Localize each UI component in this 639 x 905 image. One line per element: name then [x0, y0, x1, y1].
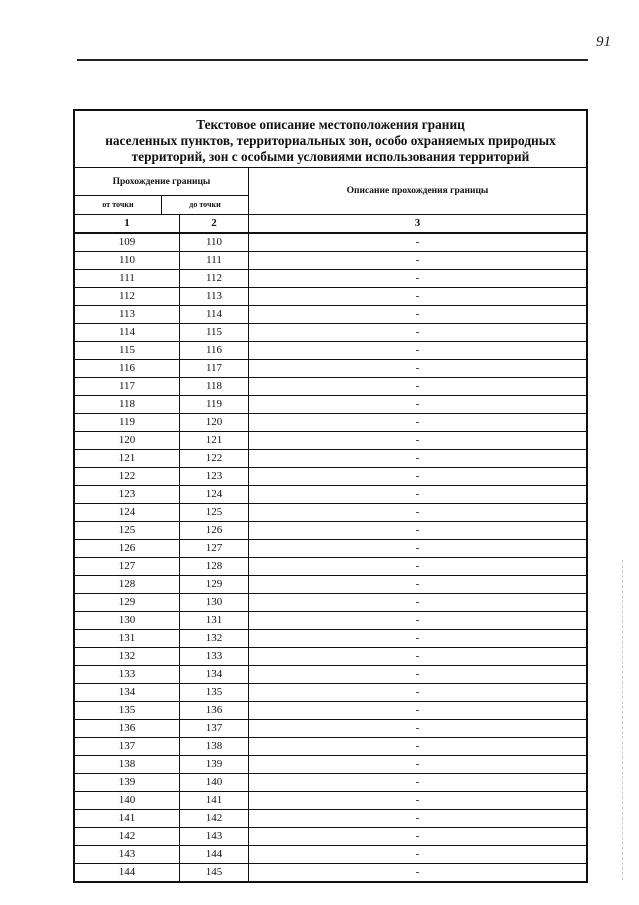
to-point-cell: 135 — [180, 684, 249, 701]
from-point-cell: 126 — [75, 540, 180, 557]
title-line-1: Текстовое описание местоположения границ — [196, 117, 465, 132]
to-point-cell: 117 — [180, 360, 249, 377]
from-point-cell: 119 — [75, 414, 180, 431]
table-row — [75, 432, 586, 450]
from-point-cell: 118 — [75, 396, 180, 413]
table-row — [75, 306, 586, 324]
to-point-cell: 125 — [180, 504, 249, 521]
from-point-cell: 125 — [75, 522, 180, 539]
from-point-cell: 109 — [75, 234, 180, 251]
description-cell: - — [415, 596, 420, 608]
description-cell: - — [415, 290, 420, 302]
to-point-cell: 129 — [180, 576, 249, 593]
table-row — [75, 504, 586, 522]
description-header: Описание прохождения границы — [346, 186, 489, 196]
description-cell: - — [415, 722, 420, 734]
from-point-cell: 136 — [75, 720, 180, 737]
to-point-cell: 143 — [180, 828, 249, 845]
from-point-cell: 131 — [75, 630, 180, 647]
point-subheaders — [75, 196, 248, 214]
description-cell: - — [415, 848, 420, 860]
description-cell: - — [415, 830, 420, 842]
to-point-cell: 137 — [180, 720, 249, 737]
description-cell: - — [415, 398, 420, 410]
to-point-cell: 121 — [180, 432, 249, 449]
description-cell: - — [415, 506, 420, 518]
description-cell: - — [415, 308, 420, 320]
from-point-cell: 129 — [75, 594, 180, 611]
table-row — [75, 576, 586, 594]
table-row — [75, 414, 586, 432]
column-number: 3 — [414, 217, 421, 229]
table-row — [75, 360, 586, 378]
from-point-cell: 123 — [75, 486, 180, 503]
description-cell: - — [415, 668, 420, 680]
from-point-cell: 114 — [75, 324, 180, 341]
to-point-cell: 131 — [180, 612, 249, 629]
description-cell: - — [415, 704, 420, 716]
from-point-cell: 142 — [75, 828, 180, 845]
to-point-cell: 134 — [180, 666, 249, 683]
table-row — [75, 738, 586, 756]
description-cell: - — [415, 650, 420, 662]
to-point-cell: 112 — [180, 270, 249, 287]
to-point-cell: 140 — [180, 774, 249, 791]
table-row — [75, 324, 586, 342]
table-body — [75, 234, 586, 881]
boundary-passage-header: Прохождение границы — [75, 168, 248, 196]
table-row — [75, 378, 586, 396]
table-row — [75, 342, 586, 360]
from-point-cell: 110 — [75, 252, 180, 269]
column-number: 2 — [180, 215, 249, 232]
from-point-cell: 130 — [75, 612, 180, 629]
title-line-2: населенных пунктов, территориальных зон, особо охраняемых природных — [105, 133, 556, 148]
description-cell: - — [415, 632, 420, 644]
page-number-mark: 91 — [596, 34, 611, 50]
table-header — [75, 168, 586, 215]
to-point-cell: 130 — [180, 594, 249, 611]
from-point-cell: 143 — [75, 846, 180, 863]
column-number: 1 — [75, 215, 180, 232]
table-row — [75, 522, 586, 540]
description-cell: - — [415, 470, 420, 482]
table-row — [75, 756, 586, 774]
to-point-cell: 133 — [180, 648, 249, 665]
to-point-cell: 136 — [180, 702, 249, 719]
from-point-cell: 135 — [75, 702, 180, 719]
table-row — [75, 810, 586, 828]
table-row — [75, 540, 586, 558]
from-point-cell: 127 — [75, 558, 180, 575]
from-point-cell: 121 — [75, 450, 180, 467]
table-row — [75, 648, 586, 666]
from-point-cell: 115 — [75, 342, 180, 359]
from-point-cell: 120 — [75, 432, 180, 449]
to-point-cell: 115 — [180, 324, 249, 341]
description-cell: - — [415, 542, 420, 554]
to-point-cell: 132 — [180, 630, 249, 647]
table-row — [75, 684, 586, 702]
from-point-cell: 138 — [75, 756, 180, 773]
from-point-cell: 132 — [75, 648, 180, 665]
description-cell: - — [415, 362, 420, 374]
description-cell: - — [415, 794, 420, 806]
table-row — [75, 828, 586, 846]
table-row — [75, 468, 586, 486]
to-point-cell: 138 — [180, 738, 249, 755]
from-point-cell: 113 — [75, 306, 180, 323]
description-cell: - — [415, 452, 420, 464]
description-cell: - — [415, 380, 420, 392]
from-point-cell: 111 — [75, 270, 180, 287]
description-cell: - — [415, 758, 420, 770]
from-point-cell: 112 — [75, 288, 180, 305]
table-row — [75, 558, 586, 576]
description-cell: - — [415, 326, 420, 338]
table-row — [75, 720, 586, 738]
description-cell: - — [415, 866, 420, 878]
description-cell: - — [415, 416, 420, 428]
to-point-cell: 141 — [180, 792, 249, 809]
description-cell: - — [415, 272, 420, 284]
description-cell: - — [415, 488, 420, 500]
table-row — [75, 774, 586, 792]
table-row — [75, 702, 586, 720]
table-row — [75, 288, 586, 306]
to-point-cell: 127 — [180, 540, 249, 557]
to-point-cell: 119 — [180, 396, 249, 413]
to-point-cell: 145 — [180, 864, 249, 881]
to-point-cell: 118 — [180, 378, 249, 395]
table-row — [75, 792, 586, 810]
table-row — [75, 252, 586, 270]
from-point-cell: 128 — [75, 576, 180, 593]
to-point-cell: 116 — [180, 342, 249, 359]
description-cell: - — [415, 614, 420, 626]
from-point-cell: 134 — [75, 684, 180, 701]
description-cell: - — [415, 812, 420, 824]
to-point-cell: 120 — [180, 414, 249, 431]
to-point-cell: 114 — [180, 306, 249, 323]
scan-edge — [622, 560, 623, 880]
table-row — [75, 594, 586, 612]
description-cell: - — [415, 776, 420, 788]
table-row — [75, 846, 586, 864]
table-row — [75, 450, 586, 468]
from-point-cell: 117 — [75, 378, 180, 395]
header-rule — [77, 59, 588, 61]
from-point-cell: 124 — [75, 504, 180, 521]
to-point-header: до точки — [161, 196, 248, 214]
description-cell: - — [415, 578, 420, 590]
from-point-cell: 141 — [75, 810, 180, 827]
from-point-cell: 137 — [75, 738, 180, 755]
table-row — [75, 270, 586, 288]
boundary-description-table — [73, 109, 588, 883]
description-cell: - — [415, 254, 420, 266]
table-title — [75, 111, 586, 168]
to-point-cell: 142 — [180, 810, 249, 827]
table-row — [75, 630, 586, 648]
table-row — [75, 486, 586, 504]
from-point-cell: 122 — [75, 468, 180, 485]
description-cell: - — [415, 434, 420, 446]
to-point-cell: 124 — [180, 486, 249, 503]
from-point-cell: 144 — [75, 864, 180, 881]
from-point-cell: 139 — [75, 774, 180, 791]
to-point-cell: 144 — [180, 846, 249, 863]
from-point-header: от точки — [102, 200, 134, 209]
column-number-row — [75, 215, 586, 234]
title-line-3: территорий, зон с особыми условиями использования территорий — [131, 149, 530, 164]
description-cell: - — [415, 740, 420, 752]
table-row — [75, 864, 586, 881]
to-point-cell: 122 — [180, 450, 249, 467]
table-row — [75, 396, 586, 414]
table-row — [75, 612, 586, 630]
to-point-cell: 123 — [180, 468, 249, 485]
boundary-passage-group — [75, 168, 249, 214]
from-point-cell: 116 — [75, 360, 180, 377]
to-point-cell: 110 — [180, 234, 249, 251]
table-row — [75, 666, 586, 684]
description-cell: - — [415, 560, 420, 572]
description-cell: - — [415, 344, 420, 356]
to-point-cell: 111 — [180, 252, 249, 269]
to-point-cell: 126 — [180, 522, 249, 539]
to-point-cell: 128 — [180, 558, 249, 575]
description-cell: - — [415, 524, 420, 536]
description-cell: - — [415, 236, 420, 248]
from-point-cell: 140 — [75, 792, 180, 809]
to-point-cell: 139 — [180, 756, 249, 773]
from-point-cell: 133 — [75, 666, 180, 683]
description-cell: - — [415, 686, 420, 698]
to-point-cell: 113 — [180, 288, 249, 305]
table-row — [75, 234, 586, 252]
